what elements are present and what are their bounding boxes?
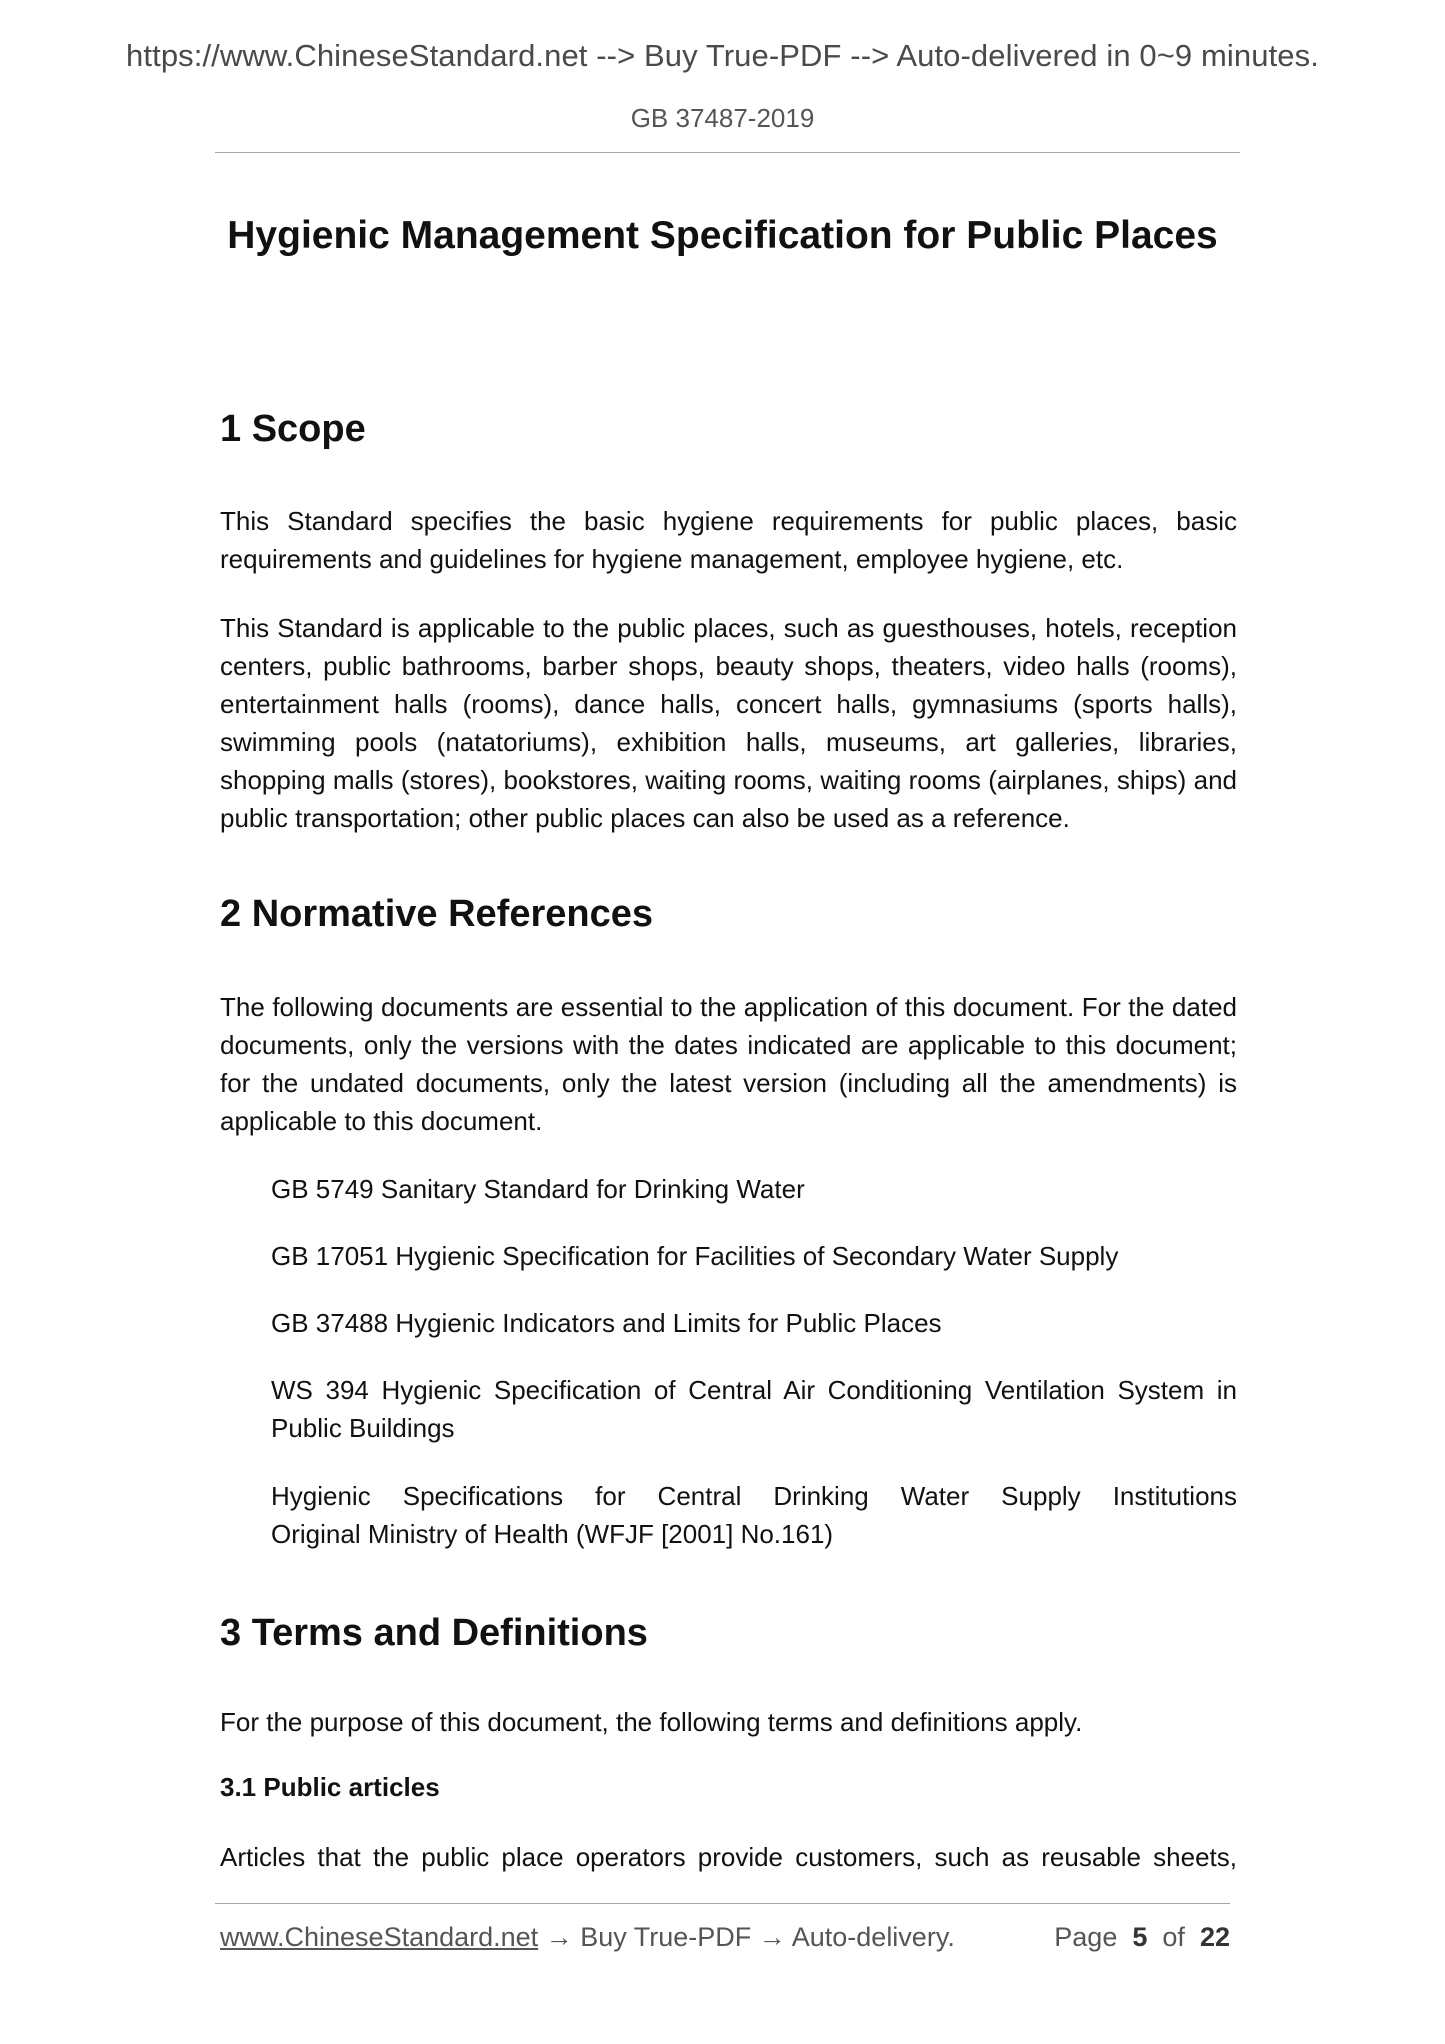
normative-references-heading: 2 Normative References (220, 893, 653, 935)
page-footer (220, 1922, 1230, 1953)
page-label: Page (1054, 1922, 1118, 1952)
footer-site-link[interactable]: www.ChineseStandard.net (220, 1922, 539, 1952)
scope-paragraph-2-wrap (220, 609, 1237, 837)
footer-divider (215, 1903, 1230, 1904)
scope-paragraph-1-wrap (220, 502, 1237, 578)
reference-item: Original Ministry of Health (WFJF [2001] No.161) (271, 1519, 834, 1549)
page-indicator (1054, 1922, 1230, 1953)
public-articles-subheading: 3.1 Public articles (220, 1772, 440, 1802)
current-page-number: 5 (1132, 1922, 1148, 1952)
header-divider (215, 152, 1240, 153)
reference-item: Hygienic Specifications for Central Drinking Water Supply Institutions (271, 1481, 1237, 1511)
terms-subheading-wrap (220, 1772, 1237, 1803)
scope-paragraph-1: This Standard specifies the basic hygiene requirements for public places, basic requirements and guidelines for hygiene management, employee hygiene, etc. (220, 506, 1237, 574)
standard-code: GB 37487-2019 (630, 103, 815, 133)
terms-intro: For the purpose of this document, the following terms and definitions apply. (220, 1707, 1083, 1737)
section-3-heading (220, 1612, 1237, 1655)
public-articles-definition: Articles that the public place operators provide customers, such as reusable sheets, (220, 1842, 1237, 1872)
reference-item: GB 5749 Sanitary Standard for Drinking Water (271, 1174, 805, 1204)
normative-references-intro: The following documents are essential to the application of this document. For the dated documents, only the versions with the dates indicated are applicable to this document; for the undated documents, only the latest version (including all the amendments) is applicable to this document. (220, 992, 1237, 1136)
footer-suffix: → Buy True-PDF → Auto-delivery. (538, 1922, 955, 1952)
reference-item: GB 17051 Hygienic Specification for Facilities of Secondary Water Supply (271, 1241, 1119, 1271)
document-title: Hygienic Management Specification for Public Places (227, 214, 1218, 257)
normative-intro-wrap (220, 988, 1237, 1140)
of-label: of (1162, 1922, 1185, 1952)
terms-heading: 3 Terms and Definitions (220, 1612, 648, 1654)
reference-item: WS 394 Hygienic Specification of Central Air Conditioning Ventilation System in Public Buildings (271, 1375, 1237, 1443)
total-page-number: 22 (1199, 1922, 1230, 1952)
section-2-heading (220, 893, 1237, 936)
terms-definition-wrap (220, 1838, 1237, 1876)
terms-intro-wrap (220, 1703, 1237, 1741)
reference-item: GB 37488 Hygienic Indicators and Limits for Public Places (271, 1308, 942, 1338)
section-1-heading (220, 408, 1237, 451)
scope-heading: 1 Scope (220, 408, 366, 450)
site-banner: https://www.ChineseStandard.net --> Buy True-PDF --> Auto-delivered in 0~9 minutes. (126, 38, 1319, 73)
scope-paragraph-2: This Standard is applicable to the public places, such as guesthouses, hotels, reception centers, public bathrooms, barber shops, beauty shops, theaters, video halls (rooms), entertainment halls (rooms), dance halls, concert halls, gymnasiums (sports halls), swimming pools (natatoriums), exhibition halls, museums, art galleries, libraries, shopping malls (stores), bookstores, waiting rooms, waiting rooms (airplanes, ships) and public transportation; other public places can also be used as a reference. (220, 613, 1237, 833)
